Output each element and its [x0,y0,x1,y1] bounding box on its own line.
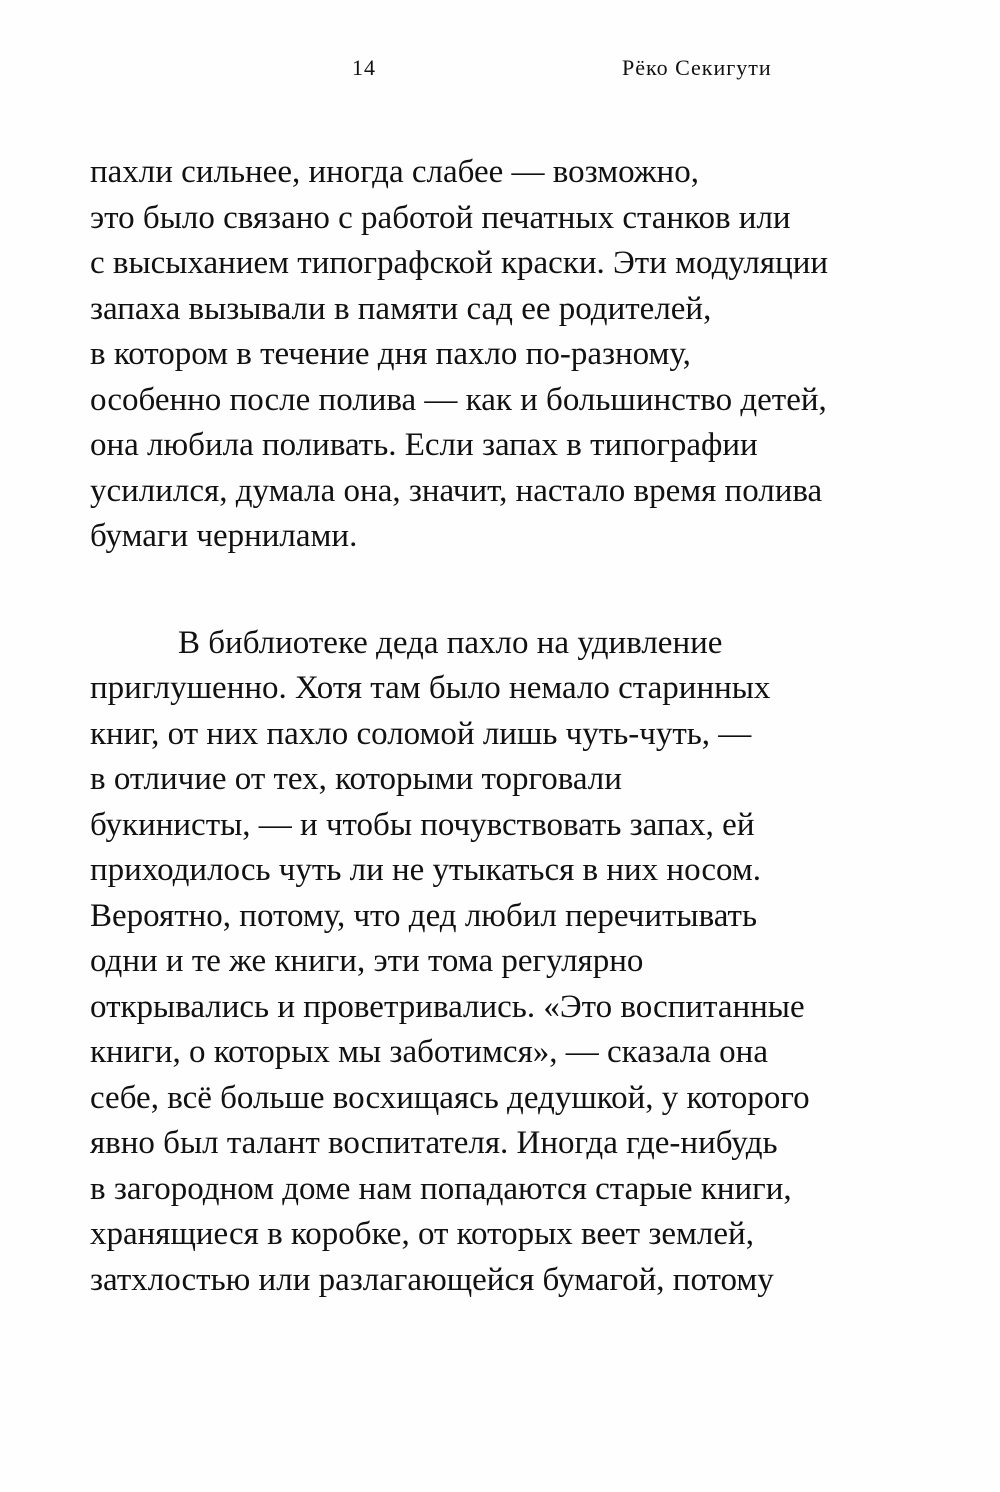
text-line: приходилось чуть ли не утыкаться в них носом. [90,852,762,888]
text-line: в отличие от тех, которыми торговали [90,761,622,797]
text-line: открывались и проветривались. «Это воспитанные [90,988,805,1025]
text-line: себе, всё больше восхищаясь дедушкой, у которого [90,1079,810,1116]
text-line: хранящиеся в коробке, от которых веет землей, [90,1216,754,1252]
text-line: букинисты, — и чтобы почувствовать запах, ей [90,806,755,843]
author-name: Рёко Секигути [622,55,772,80]
running-head [0,55,1000,87]
text-line: бумаги чернилами. [90,518,358,554]
text-line: она любила поливать. Если запах в типографии [90,427,758,463]
text-line: запаха вызывали в памяти сад ее родителей, [90,290,712,327]
text-line: это было связано с работой печатных станков или [90,199,791,236]
text-line: особенно после полива — как и большинство детей, [90,381,827,418]
text-line: в загородном доме нам попадаются старые книги, [90,1170,792,1207]
text-line: в котором в течение дня пахло по-разному, [90,336,691,372]
text-line: усилился, думала она, значит, настало время полива [90,472,823,509]
text-line: пахли сильнее, иногда слабее — возможно, [90,154,699,190]
text-line: явно был талант воспитателя. Иногда где-нибудь [90,1125,778,1161]
paragraph-1 [90,150,970,560]
text-line: Вероятно, потому, что дед любил перечитывать [90,897,758,934]
text-line: затхлостью или разлагающейся бумагой, потому [90,1261,774,1298]
text-line: книг, от них пахло соломой лишь чуть-чуть, — [90,715,752,752]
paragraph-2 [90,621,970,1304]
text-line: одни и те же книги, эти тома регулярно [90,943,644,979]
text-line: В библиотеке деда пахло на удивление [178,624,723,661]
paragraph-gap [90,560,970,621]
page-number: 14 [352,55,376,80]
text-line: с высыханием типографской краски. Эти модуляции [90,245,829,281]
text-line: приглушенно. Хотя там было немало старинных [90,670,771,706]
text-line: книги, о которых мы заботимся», — сказала она [90,1034,768,1070]
body-text [90,150,970,1303]
